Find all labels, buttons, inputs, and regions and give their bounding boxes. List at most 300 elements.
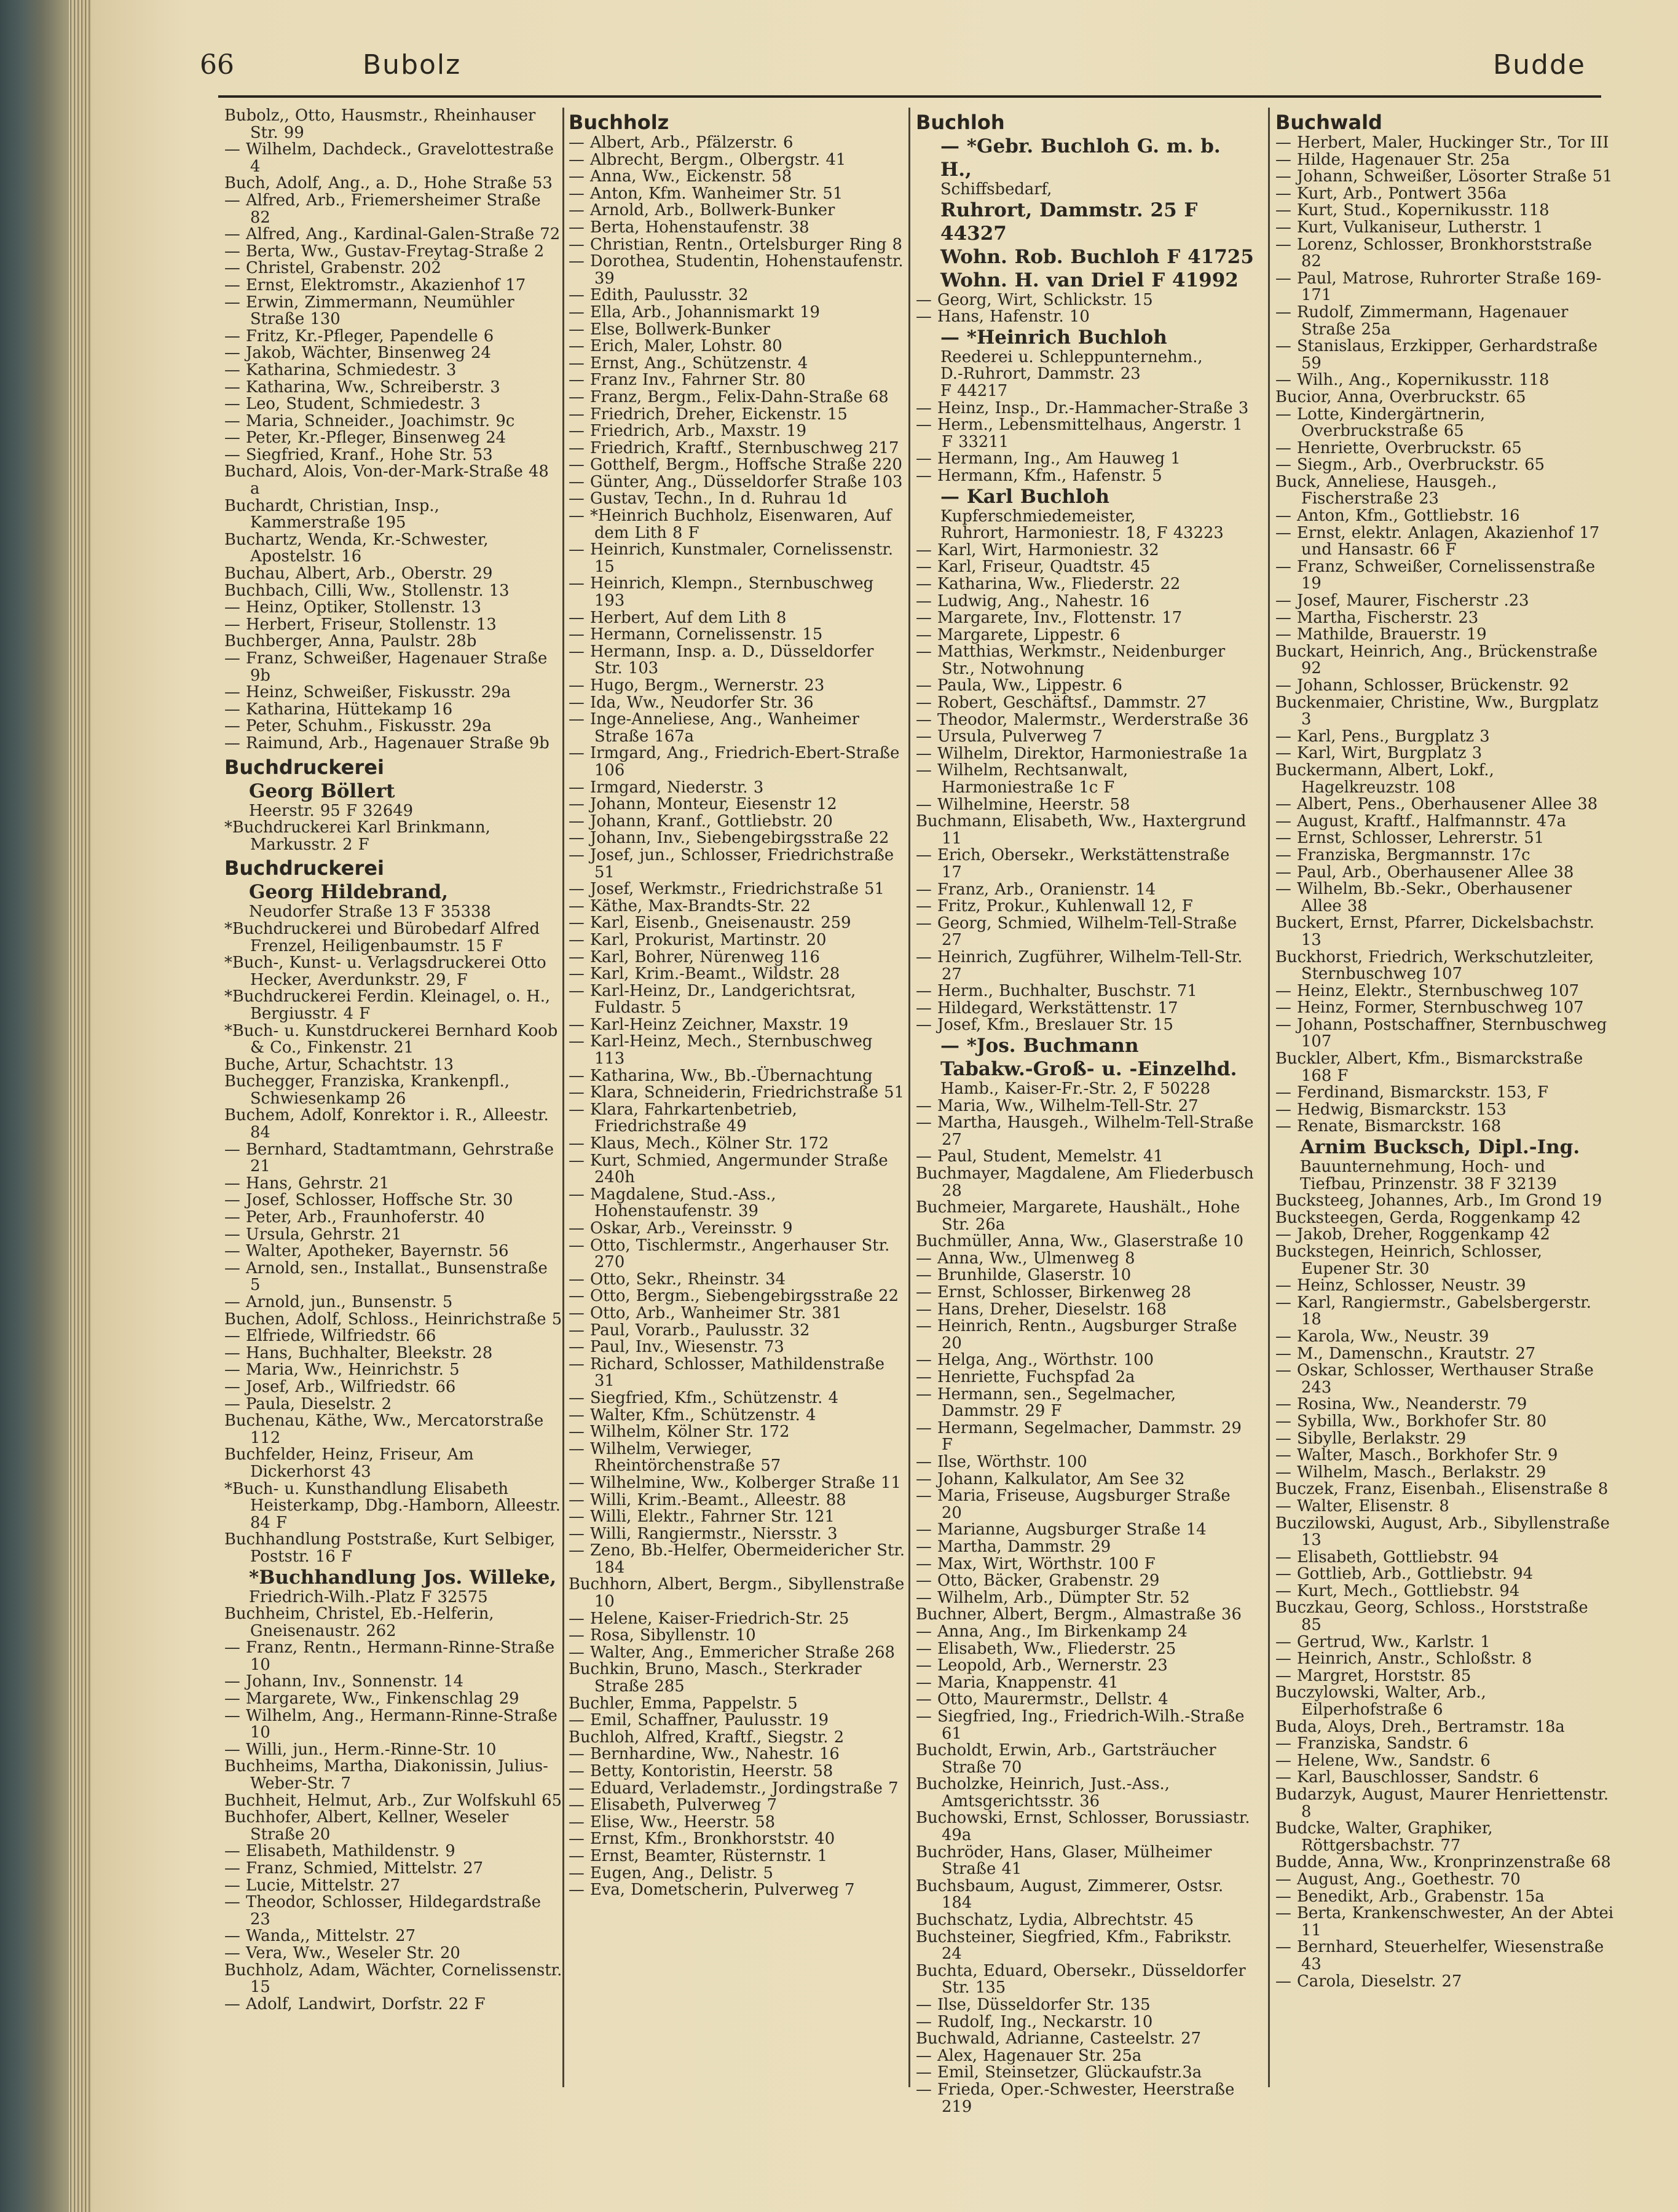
directory-entry: — Lotte, Kindergärtnerin, Overbruckstraße 65	[1275, 405, 1486, 441]
directory-entry: — Leopold, Arb., Wernerstr. 23	[916, 1656, 1168, 1675]
directory-entry: — Kurt, Stud., Kopernikusstr. 118	[1275, 201, 1550, 220]
directory-entry: — M., Damenschn., Krautstr. 27	[1275, 1344, 1536, 1363]
directory-entry: — Karl, Pens., Burgplatz 3	[1275, 727, 1490, 746]
directory-entry: — Rosa, Sibyllenstr. 10	[569, 1626, 756, 1645]
directory-entry: — Irmgard, Ang., Friedrich-Ebert-Straße 106	[569, 744, 900, 780]
directory-entry: Bucholzke, Heinrich, Just.-Ass., Amtsgerichtsstr. 36	[916, 1775, 1170, 1811]
directory-entry: — Ursula, Pulverweg 7	[916, 727, 1103, 746]
directory-entry: — Anna, Ww., Ulmenweg 8	[916, 1249, 1135, 1268]
directory-entry: — Wilhelm, Arb., Dümpter Str. 52	[916, 1588, 1190, 1607]
directory-entry: Buchardt, Christian, Insp., Kammerstraße 195	[224, 496, 439, 532]
directory-entry: — Magdalene, Stud.-Ass., Hohenstaufenstr. 39	[569, 1185, 776, 1221]
directory-entry: — Helga, Ang., Wörthstr. 100	[916, 1351, 1154, 1370]
directory-entry: — Frieda, Oper.-Schwester, Heerstraße 219	[916, 2080, 1235, 2116]
directory-entry: — Heinrich, Kunstmaler, Cornelissenstr. 15	[569, 540, 894, 576]
directory-entry: — Karl-Heinz, Dr., Landgerichtsrat, Fuldastr. 5	[569, 981, 856, 1017]
directory-entry: *Buchdruckerei Karl Brinkmann, Markusstr. 2 F	[224, 818, 490, 854]
directory-entry: — Günter, Ang., Düsseldorfer Straße 103	[569, 472, 903, 491]
directory-entry: — Walter, Elisenstr. 8	[1275, 1496, 1449, 1515]
column-2	[569, 108, 907, 2179]
directory-entry: *Buchdruckerei Ferdin. Kleinagel, o. H., Bergiusstr. 4 F	[224, 987, 551, 1023]
directory-entry: — Gotthelf, Bergm., Hoffsche Straße 220	[569, 456, 902, 475]
directory-entry: — Georg, Schmied, Wilhelm-Tell-Straße 27	[916, 914, 1237, 950]
directory-entry: *Buch-, Kunst- u. Verlagsdruckerei Otto Hecker, Averdunkstr. 29, F	[224, 954, 546, 989]
directory-entry: — Otto, Maurermstr., Dellstr. 4	[916, 1690, 1168, 1709]
directory-entry: — Albert, Pens., Oberhausener Allee 38	[1275, 795, 1598, 814]
directory-entry: — Ernst, Schlosser, Lehrerstr. 51	[1275, 829, 1545, 848]
directory-entry: — Erich, Maler, Lohstr. 80	[569, 337, 782, 356]
directory-entry: Buchsbaum, August, Zimmerer, Ostsr. 184	[916, 1876, 1224, 1913]
directory-entry: — Paul, Vorarb., Paulusstr. 32	[569, 1321, 810, 1340]
directory-entry: — Maria, Schneider., Joachimstr. 9c	[224, 411, 515, 430]
directory-entry: — Johann, Monteur, Eiesenstr 12	[569, 795, 837, 814]
directory-entry: Buczilowski, August, Arb., Sibyllenstraße 13	[1275, 1514, 1610, 1550]
directory-entry: — Leo, Student, Schmiedestr. 3	[224, 395, 481, 414]
directory-entry: — Franz, Rentn., Hermann-Rinne-Straße 10	[224, 1638, 555, 1674]
directory-entry: — Josef, jun., Schlosser, Friedrichstraße 51	[569, 845, 894, 882]
directory-entry: — Heinrich, Klempn., Sternbuschweg 193	[569, 574, 874, 610]
directory-entry: — Josef, Arb., Wilfriedstr. 66	[224, 1377, 456, 1396]
directory-entry: — Martha, Fischerstr. 23	[1275, 608, 1479, 627]
directory-entry: — Hermann, Insp. a. D., Düsseldorfer Str. 103	[569, 642, 874, 678]
directory-entry: — Josef, Kfm., Breslauer Str. 15	[916, 1016, 1173, 1035]
directory-entry: — Brunhilde, Glaserstr. 10	[916, 1266, 1132, 1285]
directory-entry: Buchsteiner, Siegfried, Kfm., Fabrikstr. 24	[916, 1927, 1232, 1964]
directory-entry: — Wilhelm, Rechtsanwalt, Harmoniestraße 1c F	[916, 761, 1129, 797]
directory-entry: Buchmayer, Magdalene, Am Fliederbusch 28	[916, 1164, 1254, 1200]
directory-entry: *Buch- u. Kunsthandlung Elisabeth Heisterkamp, Dbg.-Hamborn, Alleestr. 84 F	[224, 1479, 561, 1532]
directory-entry: Buckenmaier, Christine, Ww., Burgplatz 3	[1275, 693, 1599, 729]
directory-entry: — Inge-Anneliese, Ang., Wanheimer Straße 167a	[569, 710, 859, 746]
directory-entry: — August, Kraftf., Halfmannstr. 47a	[1275, 812, 1566, 831]
directory-entry: — Robert, Geschäftsf., Dammstr. 27	[916, 693, 1207, 713]
directory-entry: — Wilh., Ang., Kopernikusstr. 118	[1275, 371, 1550, 390]
directory-entry: — Walter, Ang., Emmericher Straße 268	[569, 1643, 895, 1662]
directory-entry: — Willi, Rangiermstr., Niersstr. 3	[569, 1524, 838, 1543]
directory-entry: — Johann, Inv., Siebengebirgsstraße 22	[569, 829, 889, 848]
directory-entry: Buchschatz, Lydia, Albrechtstr. 45	[916, 1911, 1194, 1930]
directory-entry: — Edith, Paulusstr. 32	[569, 286, 749, 305]
directory-entry: Budcke, Walter, Graphiker, Röttgersbachstr. 77	[1275, 1819, 1493, 1855]
directory-entry: Georg Hildebrand,	[249, 881, 449, 904]
directory-entry: Buchhandlung Poststraße, Kurt Selbiger, Poststr. 16 F	[224, 1530, 556, 1566]
directory-entry: — Vera, Ww., Weseler Str. 20	[224, 1943, 460, 1962]
directory-entry: — Anton, Kfm., Gottliebstr. 16	[1275, 507, 1520, 526]
directory-entry: — Karl, Wirt, Harmoniestr. 32	[916, 540, 1159, 559]
directory-entry: — Hans, Dreher, Dieselstr. 168	[916, 1300, 1167, 1319]
directory-entry: Bauunternehmung, Hoch- und Tiefbau, Prinzenstr. 38 F 32139	[1300, 1158, 1557, 1193]
left-guide-word: Bubolz	[363, 49, 462, 81]
directory-entry: — Herbert, Friseur, Stollenstr. 13	[224, 615, 497, 634]
directory-entry: — Rosina, Ww., Neanderstr. 79	[1275, 1395, 1527, 1414]
directory-entry: — Karola, Ww., Neustr. 39	[1275, 1327, 1489, 1346]
directory-entry: Buda, Aloys, Dreh., Bertramstr. 18a	[1275, 1717, 1565, 1736]
directory-entry: — Rudolf, Ing., Neckarstr. 10	[916, 2012, 1153, 2031]
directory-entry: — Willi, jun., Herm.-Rinne-Str. 10	[224, 1740, 497, 1759]
directory-entry: Heerstr. 95 F 32649	[249, 801, 414, 820]
directory-entry: — Walter, Kfm., Schützenstr. 4	[569, 1405, 816, 1424]
directory-entry: Buchau, Albert, Arb., Oberstr. 29	[224, 564, 493, 583]
directory-entry: Buchmann, Elisabeth, Ww., Haxtergrund 11	[916, 812, 1247, 848]
section-heading: Buchholz	[569, 111, 669, 134]
directory-entry: Buczylowski, Walter, Arb., Eilperhofstraße 6	[1275, 1683, 1486, 1720]
directory-entry: — Bernhard, Stadtamtmann, Gehrstraße 21	[224, 1140, 554, 1176]
directory-entry: — Ernst, Elektromstr., Akazienhof 17	[224, 275, 526, 294]
directory-entry: — Wilhelm, Dachdeck., Gravelottestraße 4	[224, 140, 554, 176]
directory-entry: — Elise, Ww., Heerstr. 58	[569, 1812, 776, 1831]
directory-entry: — Peter, Arb., Fraunhoferstr. 40	[224, 1208, 485, 1227]
directory-entry: Buche, Artur, Schachtstr. 13	[224, 1055, 454, 1074]
directory-entry: — Karl, Eisenb., Gneisenaustr. 259	[569, 914, 851, 933]
directory-entry: Hamb., Kaiser-Fr.-Str. 2, F 50228	[940, 1079, 1211, 1098]
directory-entry: Buchhofer, Albert, Kellner, Weseler Straße 20	[224, 1808, 509, 1844]
directory-entry: — Margarete, Inv., Flottenstr. 17	[916, 609, 1183, 628]
directory-entry: — Mathilde, Brauerstr. 19	[1275, 625, 1487, 644]
directory-entry: — Alex, Hagenauer Str. 25a	[916, 2046, 1142, 2065]
directory-entry: — Henriette, Overbruckstr. 65	[1275, 438, 1522, 457]
directory-entry: — Herbert, Maler, Huckinger Str., Tor III	[1275, 133, 1609, 152]
directory-entry: — Henriette, Fuchspfad 2a	[916, 1368, 1135, 1387]
directory-entry: Buchmeier, Margarete, Haushält., Hohe Str. 26a	[916, 1198, 1240, 1234]
directory-entry: — Helene, Ww., Sandstr. 6	[1275, 1751, 1491, 1770]
directory-entry: — Marianne, Augsburger Straße 14	[916, 1520, 1207, 1539]
directory-entry: — Franz Inv., Fahrner Str. 80	[569, 371, 806, 390]
directory-entry: Buckhorst, Friedrich, Werkschutzleiter, Sternbuschweg 107	[1275, 947, 1594, 984]
directory-entry: — Carola, Dieselstr. 27	[1275, 1972, 1462, 1991]
directory-entry: — Hans, Gehrstr. 21	[224, 1174, 390, 1193]
directory-entry: — Ilse, Wörthstr. 100	[916, 1453, 1087, 1471]
column-4	[1275, 108, 1613, 2179]
directory-entry: — Kurt, Vulkaniseur, Lutherstr. 1	[1275, 218, 1543, 237]
directory-entry: Buckstegen, Heinrich, Schlosser, Eupener Str. 30	[1275, 1242, 1542, 1278]
section-heading: Buchdruckerei	[224, 755, 384, 779]
directory-entry: — Peter, Schuhm., Fiskusstr. 29a	[224, 717, 492, 736]
directory-entry: — Franz, Bergm., Felix-Dahn-Straße 68	[569, 387, 889, 406]
directory-entry: — Jakob, Wächter, Binsenweg 24	[224, 344, 491, 363]
directory-entry: — Herbert, Auf dem Lith 8	[569, 608, 787, 627]
directory-entry: — Karl, Krim.-Beamt., Wildstr. 28	[569, 965, 840, 984]
directory-entry: — Lorenz, Schlosser, Bronkhorststraße 82	[1275, 235, 1592, 271]
directory-entry: — Otto, Bergm., Siebengebirgsstraße 22	[569, 1287, 899, 1306]
directory-entry: — Wilhelm, Masch., Berlakstr. 29	[1275, 1463, 1546, 1482]
directory-entry: — Josef, Maurer, Fischerstr .23	[1275, 591, 1529, 610]
directory-entry: Kupferschmiedemeister,	[940, 507, 1136, 526]
directory-entry: — Heinrich, Rentn., Augsburger Straße 20	[916, 1317, 1237, 1353]
directory-entry: — Heinrich, Zugführer, Wilhelm-Tell-Str. 27	[916, 947, 1243, 984]
directory-entry: — Maria, Ww., Heinrichstr. 5	[224, 1361, 460, 1380]
directory-entry: Buchhorn, Albert, Bergm., Sibyllenstraße 10	[569, 1575, 905, 1611]
directory-entry: — Raimund, Arb., Hagenauer Straße 9b	[224, 733, 549, 752]
directory-entry: Buchröder, Hans, Glaser, Mülheimer Straße 41	[916, 1843, 1212, 1879]
directory-entry: — Fritz, Prokur., Kuhlenwall 12, F	[916, 897, 1193, 916]
page-number: 66	[200, 49, 234, 81]
directory-entry: — Peter, Kr.-Pfleger, Binsenweg 24	[224, 429, 506, 448]
directory-entry: — Sibylle, Berlakstr. 29	[1275, 1429, 1467, 1448]
directory-entry: — Christel, Grabenstr. 202	[224, 259, 441, 278]
directory-entry: — Johann, Inv., Sonnenstr. 14	[224, 1672, 464, 1691]
directory-entry: — Bernhardine, Ww., Nahestr. 16	[569, 1745, 840, 1764]
directory-entry: — Rudolf, Zimmermann, Hagenauer Straße 25a	[1275, 302, 1569, 339]
right-guide-word: Budde	[1492, 49, 1586, 81]
directory-entry: — Johann, Kalkulator, Am See 32	[916, 1469, 1185, 1488]
directory-entry: Buchholz, Adam, Wächter, Cornelissenstr. 15	[224, 1961, 562, 1997]
directory-entry: — Gertrud, Ww., Karlstr. 1	[1275, 1632, 1491, 1651]
directory-entry: — Klara, Fahrkartenbetrieb, Friedrichstraße 49	[569, 1100, 797, 1136]
directory-entry: — Albrecht, Bergm., Olbergstr. 41	[569, 150, 846, 169]
directory-entry: — Betty, Kontoristin, Heerstr. 58	[569, 1762, 833, 1780]
directory-entry: — Arnold, jun., Bunsenstr. 5	[224, 1293, 453, 1311]
directory-entry: — Hugo, Bergm., Wernerstr. 23	[569, 676, 825, 695]
directory-entry: Budde, Anna, Ww., Kronprinzenstraße 68	[1275, 1853, 1611, 1872]
directory-entry: — Karl-Heinz Zeichner, Maxstr. 19	[569, 1015, 849, 1034]
directory-entry: — Josef, Werkmstr., Friedrichstraße 51	[569, 880, 884, 899]
directory-entry: Schiffsbedarf,	[940, 180, 1052, 199]
column-1	[224, 108, 562, 2179]
directory-entry: Buck, Anneliese, Hausgeh., Fischerstraße 23	[1275, 472, 1497, 508]
directory-entry: — *Heinrich Buchloh	[940, 326, 1167, 349]
directory-entry: Buczkau, Georg, Schloss., Horststraße 85	[1275, 1598, 1588, 1635]
directory-entry: — Katharina, Hüttekamp 16	[224, 700, 453, 719]
directory-entry: Georg Böllert	[249, 780, 395, 802]
directory-entry: — Hermann, Kfm., Hafenstr. 5	[916, 466, 1162, 485]
directory-entry: — Adolf, Landwirt, Dorfstr. 22 F	[224, 1994, 486, 2013]
directory-entry: — Johann, Postschaffner, Sternbuschweg 107	[1275, 1015, 1607, 1051]
directory-entry: — Karl, Bohrer, Nürenweg 116	[569, 947, 820, 966]
directory-entry: Buchloh, Alfred, Kraftf., Siegstr. 2	[569, 1728, 845, 1747]
directory-entry: — Helene, Kaiser-Friedrich-Str. 25	[569, 1609, 849, 1628]
directory-entry: — Margret, Horststr. 85	[1275, 1666, 1471, 1685]
directory-entry: Buch, Adolf, Ang., a. D., Hohe Straße 53	[224, 174, 553, 193]
directory-entry: Bucksteegen, Gerda, Roggenkamp 42	[1275, 1208, 1581, 1227]
directory-entry: — Wilhelmine, Ww., Kolberger Straße 11	[569, 1473, 901, 1492]
directory-entry: — Klara, Schneiderin, Friedrichstraße 51	[569, 1083, 904, 1102]
directory-entry: — Anna, Ww., Eickenstr. 58	[569, 167, 792, 186]
directory-entry: Buckert, Ernst, Pfarrer, Dickelsbachstr. 13	[1275, 914, 1594, 949]
directory-entry: — Sybilla, Ww., Borkhofer Str. 80	[1275, 1412, 1547, 1431]
directory-entry: Buchegger, Franziska, Krankenpfl., Schwiesenkamp 26	[224, 1072, 510, 1108]
directory-entry: — Paul, Inv., Wiesenstr. 73	[569, 1338, 784, 1357]
directory-entry: Buchartz, Wenda, Kr.-Schwester, Apostelstr. 16	[224, 530, 489, 566]
directory-entry: — Otto, Arb., Wanheimer Str. 381	[569, 1303, 842, 1322]
directory-entry: — Otto, Bäcker, Grabenstr. 29	[916, 1571, 1160, 1590]
directory-entry: — Friedrich, Kraftf., Sternbuschweg 217	[569, 438, 899, 457]
directory-entry: — Wanda,, Mittelstr. 27	[224, 1927, 416, 1946]
directory-entry: Buchfelder, Heinz, Friseur, Am Dickerhorst 43	[224, 1445, 474, 1481]
directory-entry: — Maria, Friseuse, Augsburger Straße 20	[916, 1487, 1231, 1522]
directory-entry: — Paul, Matrose, Ruhrorter Straße 169-171	[1275, 269, 1602, 305]
directory-entry: Buchta, Eduard, Obersekr., Düsseldorfer Str. 135	[916, 1961, 1246, 1997]
directory-entry: — Irmgard, Niederstr. 3	[569, 778, 764, 797]
directory-entry: Reederei u. Schleppunternehm.,	[940, 347, 1203, 366]
directory-entry: Budarzyk, August, Maurer Henriettenstr. 8	[1275, 1785, 1609, 1821]
directory-entry: — Herm., Lebensmittelhaus, Angerstr. 1 F 33211	[916, 416, 1243, 451]
directory-entry: — Georg, Wirt, Schlickstr. 15	[916, 290, 1153, 309]
directory-entry: — Renate, Bismarckstr. 168	[1275, 1117, 1502, 1136]
directory-entry: Wohn. Rob. Buchloh F 41725	[940, 245, 1254, 268]
directory-entry: F 44217	[940, 381, 1008, 400]
directory-entry: — Kurt, Mech., Gottliebstr. 94	[1275, 1581, 1520, 1600]
directory-entry: — Franz, Schmied, Mittelstr. 27	[224, 1859, 484, 1878]
directory-entry: — Ernst, Kfm., Bronkhorststr. 40	[569, 1830, 835, 1849]
page-edges	[69, 0, 92, 2212]
column-divider	[562, 108, 564, 2087]
directory-entry: — Eugen, Ang., Delistr. 5	[569, 1863, 773, 1882]
directory-entry: — Siegm., Arb., Overbruckstr. 65	[1275, 456, 1545, 475]
directory-entry: — Wilhelm, Direktor, Harmoniestraße 1a	[916, 744, 1248, 763]
directory-entry: — Wilhelm, Ang., Hermann-Rinne-Straße 10	[224, 1706, 557, 1742]
directory-entry: — Elisabeth, Pulverweg 7	[569, 1796, 777, 1815]
directory-entry: *Buchhandlung Jos. Willeke,	[249, 1566, 557, 1589]
directory-entry: — Alfred, Ang., Kardinal-Galen-Straße 72	[224, 225, 561, 244]
directory-entry: Buchem, Adolf, Konrektor i. R., Alleestr. 84	[224, 1106, 549, 1142]
directory-entry: Buchenau, Käthe, Ww., Mercatorstraße 112	[224, 1412, 544, 1447]
directory-entry: — Hermann, sen., Segelmacher, Dammstr. 29 F	[916, 1384, 1176, 1421]
directory-entry: Ruhrort, Dammstr. 25 F 44327	[940, 199, 1198, 245]
directory-entry: — Klaus, Mech., Kölner Str. 172	[569, 1134, 829, 1153]
directory-entry: *Buch- u. Kunstdruckerei Bernhard Koob & Co., Finkenstr. 21	[224, 1021, 558, 1057]
directory-entry: — Karl, Bauschlosser, Sandstr. 6	[1275, 1768, 1539, 1787]
directory-entry: Buchner, Albert, Bergm., Almastraße 36	[916, 1605, 1242, 1624]
directory-entry: — Hermann, Ing., Am Hauweg 1	[916, 449, 1181, 468]
directory-entry: — Christian, Rentn., Ortelsburger Ring 8	[569, 235, 902, 254]
directory-entry: Buchheim, Christel, Eb.-Helferin, Gneisenaustr. 262	[224, 1605, 494, 1640]
directory-entry: — Walter, Apotheker, Bayernstr. 56	[224, 1242, 509, 1261]
directory-entry: — Otto, Sekr., Rheinstr. 34	[569, 1270, 786, 1289]
directory-entry: Buchowski, Ernst, Schlosser, Borussiastr. 49a	[916, 1809, 1250, 1845]
directory-entry: — Eva, Dometscherin, Pulverweg 7	[569, 1881, 855, 1900]
directory-entry: — Arnold, Arb., Bollwerk-Bunker	[569, 201, 835, 220]
header-rule	[218, 95, 1601, 98]
directory-entry: — Josef, Schlosser, Hoffsche Str. 30	[224, 1191, 513, 1210]
directory-entry: — *Heinrich Buchholz, Eisenwaren, Auf dem Lith 8 F	[569, 507, 892, 542]
directory-entry: — Kurt, Schmied, Angermunder Straße 240h	[569, 1151, 888, 1187]
directory-entry: — Benedikt, Arb., Grabenstr. 15a	[1275, 1887, 1545, 1906]
column-divider	[1268, 108, 1270, 2087]
directory-entry: — Eduard, Verlademstr., Jordingstraße 7	[569, 1779, 899, 1798]
directory-entry: — Martha, Dammstr. 29	[916, 1537, 1111, 1556]
directory-entry: — Ilse, Düsseldorfer Str. 135	[916, 1996, 1151, 2014]
directory-entry: — Hans, Buchhalter, Bleekstr. 28	[224, 1343, 493, 1362]
directory-entry: — Berta, Ww., Gustav-Freytag-Straße 2	[224, 242, 545, 261]
directory-entry: — Oskar, Arb., Vereinsstr. 9	[569, 1219, 793, 1238]
directory-entry: — Katharina, Ww., Bb.-Übernachtung	[569, 1066, 873, 1085]
directory-entry: — Johann, Schlosser, Brückenstr. 92	[1275, 676, 1569, 695]
directory-entry: Arnim Bucksch, Dipl.-Ing.	[1300, 1136, 1580, 1159]
directory-entry: — Franz, Schweißer, Hagenauer Straße 9b	[224, 649, 548, 685]
directory-entry: — Siegfried, Kfm., Schützenstr. 4	[569, 1388, 838, 1407]
directory-entry: — Hermann, Segelmacher, Dammstr. 29 F	[916, 1418, 1242, 1455]
directory-entry: — Hans, Hafenstr. 10	[916, 307, 1090, 326]
directory-entry: — Gottlieb, Arb., Gottliebstr. 94	[1275, 1565, 1534, 1584]
directory-entry: — Albert, Arb., Pfälzerstr. 6	[569, 133, 794, 152]
directory-entry: Buckermann, Albert, Lokf., Hagelkreuzstr. 108	[1275, 760, 1494, 797]
directory-entry: Bubolz,, Otto, Hausmstr., Rheinhauser Str. 99	[224, 108, 536, 142]
directory-entry: — Karl-Heinz, Mech., Sternbuschweg 113	[569, 1032, 873, 1068]
directory-entry: — Katharina, Ww., Fliederstr. 22	[916, 574, 1181, 593]
directory-entry: — Matthias, Werkmstr., Neidenburger Str., Notwohnung	[916, 642, 1226, 678]
directory-entry: — Paula, Ww., Lippestr. 6	[916, 676, 1122, 695]
directory-entry: — Richard, Schlosser, Mathildenstraße 31	[569, 1354, 884, 1391]
directory-entry: Buchbach, Cilli, Ww., Stollenstr. 13	[224, 581, 510, 600]
directory-entry: — Katharina, Ww., Schreiberstr. 3	[224, 377, 500, 397]
directory-entry: Bucholdt, Erwin, Arb., Gartsträucher Straße 70	[916, 1741, 1216, 1777]
directory-entry: — Anna, Ang., Im Birkenkamp 24	[916, 1622, 1188, 1641]
directory-entry: — Oskar, Schlosser, Werthauser Straße 243	[1275, 1361, 1594, 1397]
directory-entry: Buchheims, Martha, Diakonissin, Julius-Weber-Str. 7	[224, 1757, 548, 1793]
directory-entry: — Stanislaus, Erzkipper, Gerhardstraße 59	[1275, 337, 1598, 373]
directory-entry: — Johann, Schweißer, Lösorter Straße 51	[1275, 167, 1613, 186]
directory-entry: — Franziska, Sandstr. 6	[1275, 1734, 1468, 1753]
directory-entry: — Wilhelm, Bb.-Sekr., Oberhausener Allee 38	[1275, 880, 1572, 915]
section-heading: Buchloh	[916, 111, 1005, 134]
directory-entry: Buchkin, Bruno, Masch., Sterkrader Straße 285	[569, 1660, 862, 1696]
directory-entry: — Wilhelm, Kölner Str. 172	[569, 1423, 790, 1442]
directory-entry: — Hedwig, Bismarckstr. 153	[1275, 1100, 1507, 1119]
directory-entry: Buchheit, Helmut, Arb., Zur Wolfskuhl 65	[224, 1791, 562, 1810]
directory-entry: — Willi, Elektr., Fahrner Str. 121	[569, 1507, 835, 1527]
directory-entry: — Lucie, Mittelstr. 27	[224, 1876, 401, 1895]
directory-entry: — *Gebr. Buchloh G. m. b. H.,	[940, 135, 1221, 181]
directory-entry: — Wilhelmine, Heerstr. 58	[916, 795, 1130, 814]
directory-entry: — Emil, Steinsetzer, Glückaufstr.3a	[916, 2063, 1202, 2082]
directory-entry: — Paul, Student, Memelstr. 41	[916, 1147, 1164, 1166]
directory-entry: — Kurt, Arb., Pontwert 356a	[1275, 184, 1507, 203]
directory-entry: — Max, Wirt, Wörthstr. 100 F	[916, 1554, 1156, 1573]
directory-entry: Wohn. H. van Driel F 41992	[940, 269, 1239, 291]
directory-entry: — Erwin, Zimmermann, Neumühler Straße 130	[224, 293, 514, 329]
directory-entry: — Johann, Kranf., Gottliebstr. 20	[569, 812, 833, 831]
directory-entry: Tabakw.-Groß- u. -Einzelhd.	[940, 1057, 1237, 1080]
directory-entry: — Heinz, Schlosser, Neustr. 39	[1275, 1276, 1526, 1295]
directory-entry: — Elfriede, Wilfriedstr. 66	[224, 1327, 436, 1346]
directory-entry: Neudorfer Straße 13 F 35338	[249, 903, 491, 922]
directory-entry: — Hilde, Hagenauer Str. 25a	[1275, 150, 1510, 169]
directory-entry: — Heinz, Insp., Dr.-Hammacher-Straße 3	[916, 398, 1249, 417]
directory-entry: Buchler, Emma, Pappelstr. 5	[569, 1694, 798, 1713]
directory-entry: — Dorothea, Studentin, Hohenstaufenstr. 39	[569, 252, 904, 288]
directory-entry: — Martha, Hausgeh., Wilhelm-Tell-Straße 27	[916, 1113, 1254, 1149]
directory-entry: — Heinz, Optiker, Stollenstr. 13	[224, 598, 481, 617]
directory-entry: Buchen, Adolf, Schloss., Heinrichstraße 5	[224, 1309, 562, 1329]
directory-entry: — Berta, Hohenstaufenstr. 38	[569, 218, 809, 237]
directory-entry: — Theodor, Malermstr., Werderstraße 36	[916, 710, 1249, 729]
directory-entry: — Paula, Dieselstr. 2	[224, 1394, 392, 1413]
directory-entry: — Käthe, Max-Brandts-Str. 22	[569, 896, 811, 915]
directory-entry: — Theodor, Schlosser, Hildegardstraße 23	[224, 1893, 542, 1929]
directory-entry: — Wilhelm, Verwieger, Rheintörchenstraße 57	[569, 1439, 781, 1475]
directory-entry: — Emil, Schaffner, Paulusstr. 19	[569, 1711, 829, 1730]
directory-entry: — Ella, Arb., Johannismarkt 19	[569, 302, 820, 322]
directory-entry: — Paul, Arb., Oberhausener Allee 38	[1275, 863, 1574, 882]
directory-entry: Buczek, Franz, Eisenbah., Elisenstraße 8	[1275, 1480, 1609, 1499]
directory-entry: — Karl, Wirt, Burgplatz 3	[1275, 744, 1483, 763]
section-heading: Buchwald	[1275, 111, 1382, 134]
directory-entry: Buchard, Alois, Von-der-Mark-Straße 48 a	[224, 462, 549, 499]
directory-entry: — Maria, Knappenstr. 41	[916, 1673, 1119, 1692]
directory-entry: — Margarete, Lippestr. 6	[916, 625, 1121, 644]
directory-entry: — Franziska, Bergmannstr. 17c	[1275, 845, 1530, 864]
directory-entry: — Zeno, Bb.-Helfer, Obermeidericher Str. 184	[569, 1541, 905, 1577]
directory-entry: — Hildegard, Werkstättenstr. 17	[916, 998, 1178, 1017]
directory-entry: Ruhrort, Harmoniestr. 18, F 43223	[940, 524, 1224, 543]
directory-entry: — Katharina, Schmiedestr. 3	[224, 360, 457, 379]
directory-entry: Buckart, Heinrich, Ang., Brückenstraße 92	[1275, 642, 1597, 678]
directory-entry: — Elisabeth, Ww., Fliederstr. 25	[916, 1639, 1176, 1658]
directory-entry: — Elisabeth, Mathildenstr. 9	[224, 1842, 455, 1861]
directory-entry: — Berta, Krankenschwester, An der Abtei 11	[1275, 1904, 1613, 1940]
directory-entry: Buchberger, Anna, Paulstr. 28b	[224, 632, 477, 651]
directory-entry: — Arnold, sen., Installat., Bunsenstraße 5	[224, 1258, 548, 1295]
